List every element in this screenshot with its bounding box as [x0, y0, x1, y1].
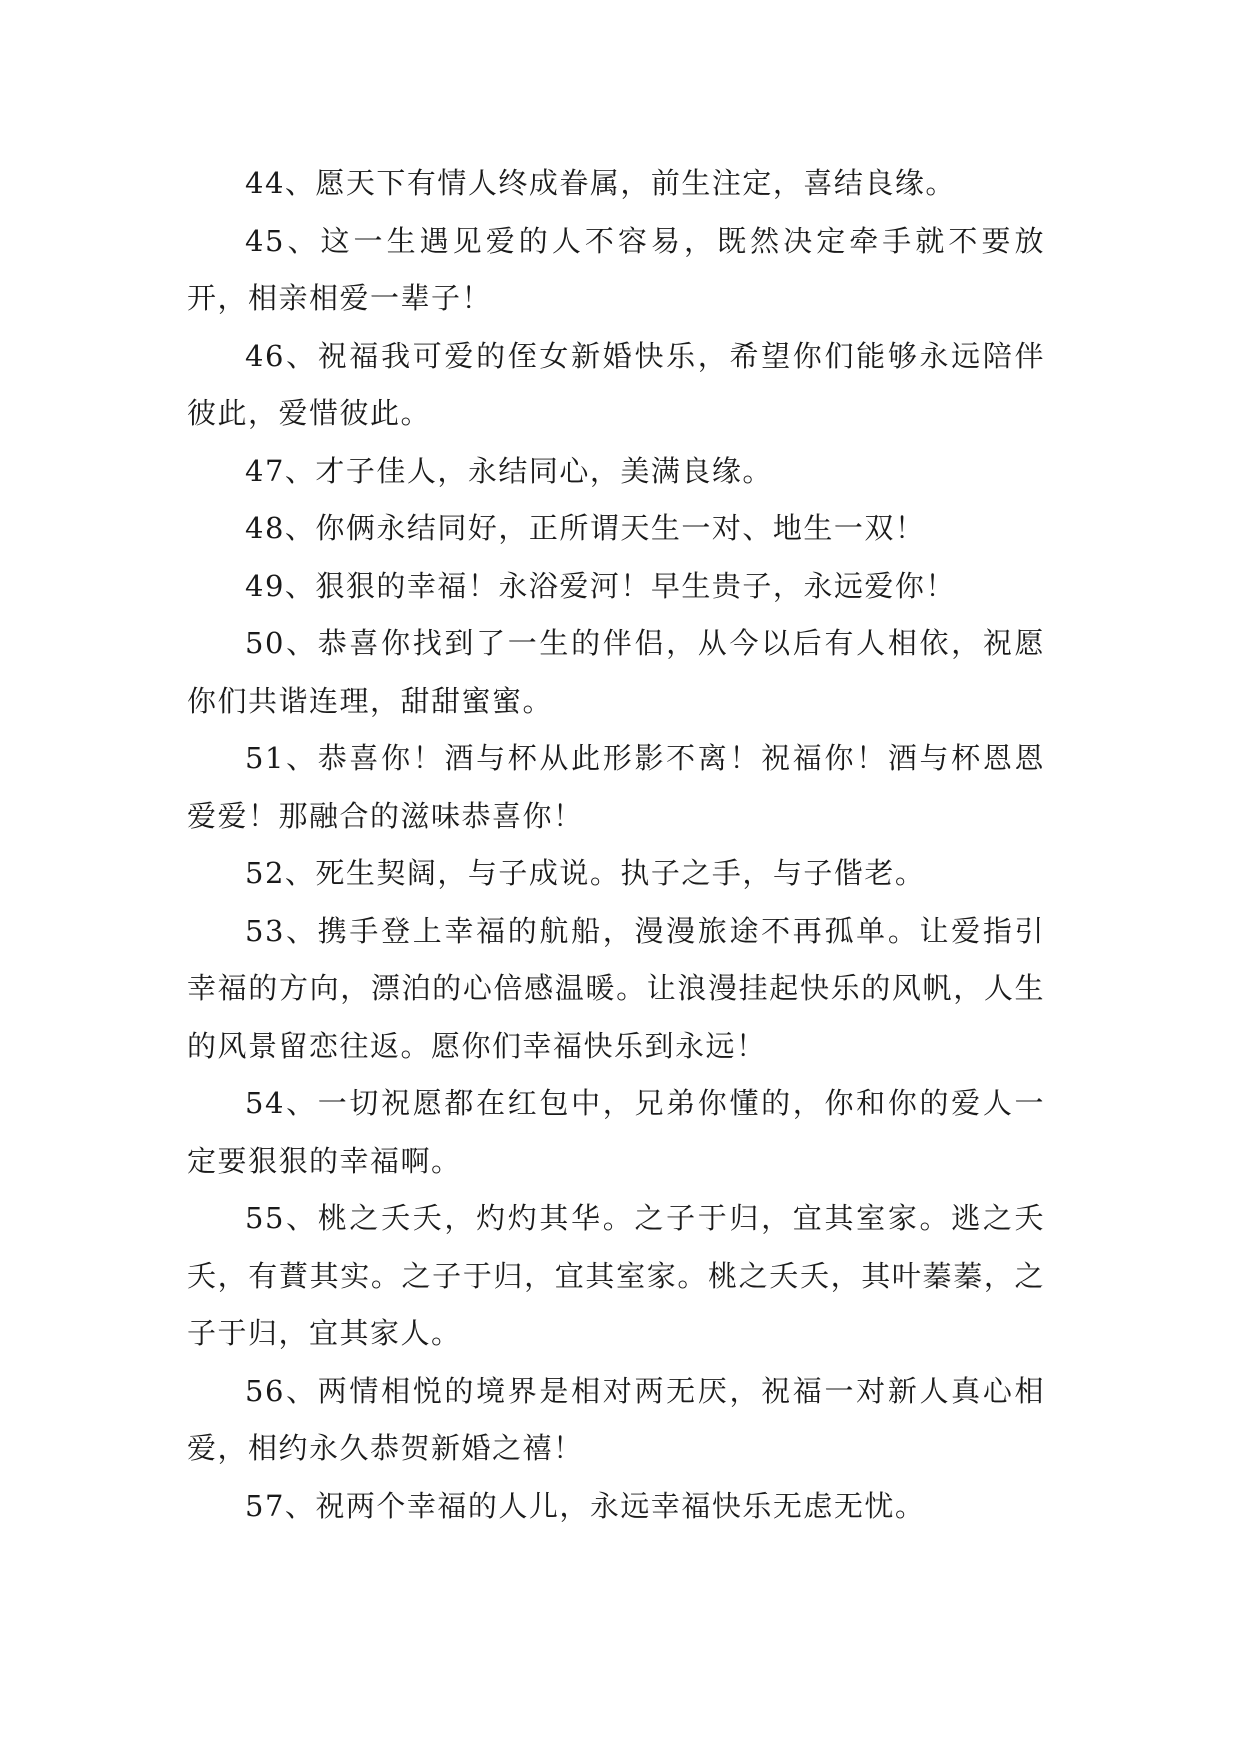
- document-body: [187, 155, 1045, 1535]
- paragraph-45: 45、这一生遇见爱的人不容易，既然决定牵手就不要放开，相亲相爱一辈子！: [187, 223, 1045, 315]
- paragraph-57: 57、祝两个幸福的人儿，永远幸福快乐无虑无忧。: [245, 1488, 926, 1523]
- paragraph-56: 56、两情相悦的境界是相对两无厌，祝福一对新人真心相爱，相约永久恭贺新婚之禧！: [187, 1373, 1045, 1465]
- paragraph-55: 55、桃之夭夭，灼灼其华。之子于归，宜其室家。逃之夭夭，有蕡其实。之子于归，宜其室家。桃之夭夭，其叶蓁蓁，之子于归，宜其家人。: [187, 1201, 1045, 1350]
- paragraph-53: 53、携手登上幸福的航船，漫漫旅途不再孤单。让爱指引幸福的方向，漂泊的心倍感温暖。让浪漫挂起快乐的风帆，人生的风景留恋往返。愿你们幸福快乐到永远！: [187, 913, 1045, 1063]
- paragraph-48: 48、你俩永结同好，正所谓天生一对、地生一双！: [245, 511, 926, 545]
- paragraph-52: 52、死生契阔，与子成说。执子之手，与子偕老。: [245, 856, 926, 890]
- paragraph-47: 47、才子佳人，永结同心，美满良缘。: [245, 453, 773, 488]
- paragraph-46: 46、祝福我可爱的侄女新婚快乐，希望你们能够永远陪伴彼此，爱惜彼此。: [187, 338, 1045, 430]
- paragraph-51: 51、恭喜你！酒与杯从此形影不离！祝福你！酒与杯恩恩爱爱！那融合的滋味恭喜你！: [187, 741, 1045, 833]
- paragraph-54: 54、一切祝愿都在红包中，兄弟你懂的，你和你的爱人一定要狠狠的幸福啊。: [187, 1086, 1045, 1178]
- paragraph-49: 49、狠狠的幸福！永浴爱河！早生贵子，永远爱你！: [245, 568, 956, 603]
- paragraph-50: 50、恭喜你找到了一生的伴侣，从今以后有人相依，祝愿你们共谐连理，甜甜蜜蜜。: [187, 626, 1045, 718]
- paragraph-44: 44、愿天下有情人终成眷属，前生注定，喜结良缘。: [245, 166, 956, 200]
